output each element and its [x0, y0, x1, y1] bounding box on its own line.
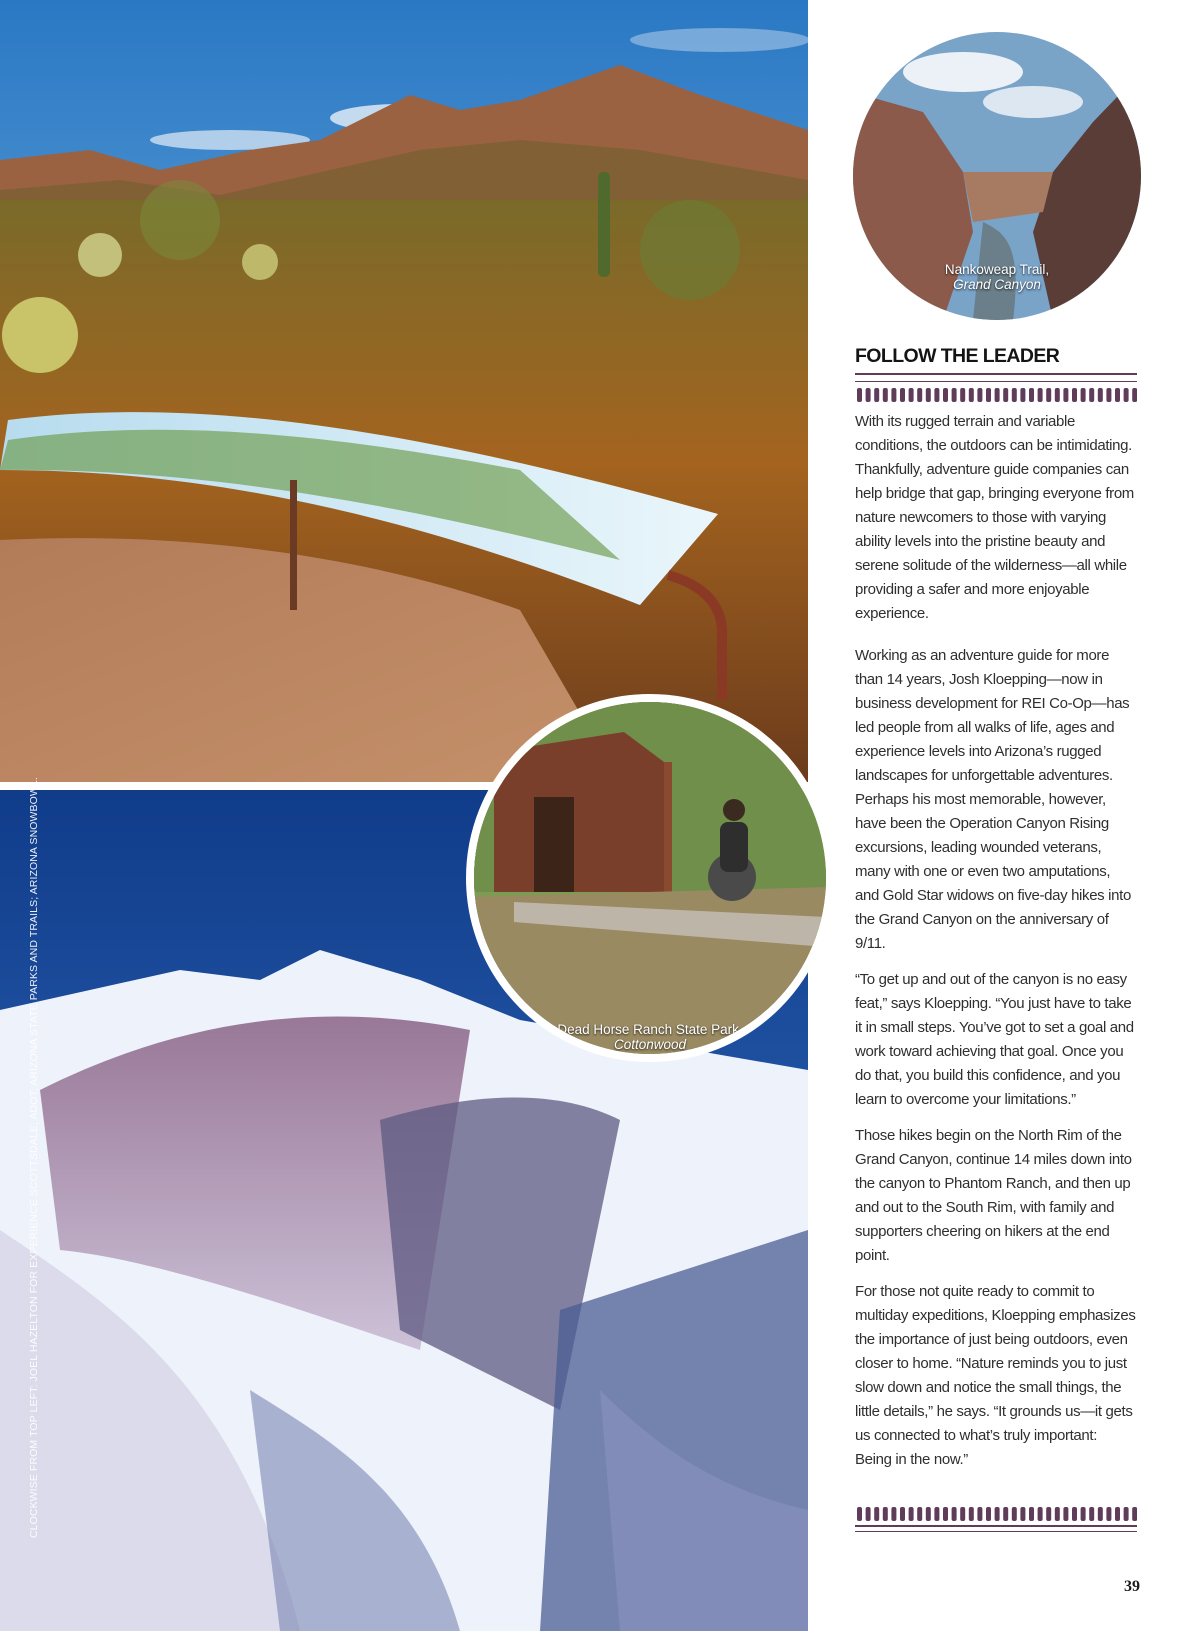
- canyon-caption-place: Nankoweap Trail,: [944, 262, 1050, 277]
- canyon-caption-city: Grand Canyon: [953, 277, 1041, 292]
- article-column: [855, 345, 1137, 1484]
- dead-horse-ranch-photo: [466, 694, 834, 1062]
- ranch-caption-place: Dead Horse Ranch State Park,: [557, 1022, 743, 1037]
- canyon-caption: [853, 262, 1141, 292]
- paragraph-2: Working as an adventure guide for more than 14 years, Josh Kloepping—now in business development for REI Co-Op—has led people from all walks of life, ages and experience levels into Arizona’s rugged landscapes for unforgettable adventures. Perhaps his most memorable, however, have been the Operation Canyon Rising excursions, leading wounded veterans, many with one or even two amputations, and Gold Star widows on five-day hikes into the Grand Canyon on the anniversary of 9/11.: [855, 647, 1131, 952]
- grand-canyon-photo: [853, 32, 1141, 320]
- paragraph-1: With its rugged terrain and variable conditions, the outdoors can be intimidating. Thankfully, adventure guide companies can help bridge that gap, bringing everyone from nature newcomers to those with varying ability levels into the pristine beauty and serene solitude of the wilderness—all while providing a safer and more enjoyable experience.: [855, 413, 1134, 622]
- desert-trail-photo: [0, 0, 808, 782]
- photo-credit: CLOCKWISE FROM TOP LEFT: JOEL HAZELTON FOR EXPERIENCE SCOTTSDALE; ADOT; ARIZONA STATE PARKS AND TRAILS; ARIZONA SNOWBOWL.: [28, 777, 40, 1538]
- ranch-caption: [474, 1022, 826, 1052]
- section-heading: FOLLOW THE LEADER: [855, 345, 1060, 367]
- paragraph-4: Those hikes begin on the North Rim of the Grand Canyon, continue 14 miles down into the canyon to Phantom Ranch, and then up and out to the South Rim, with family and supporters cheering on hikers at the end point.: [855, 1127, 1132, 1264]
- closing-ornament: [855, 1505, 1137, 1532]
- closing-rule: [855, 1525, 1137, 1532]
- decorative-stroke-band: [855, 386, 1137, 404]
- heading-rule: [855, 373, 1137, 382]
- paragraph-5: For those not quite ready to commit to multiday expeditions, Kloepping emphasizes the importance of just being outdoors, even closer to home. “Nature reminds you to just slow down and notice the small things, the little details,” he says. “It grounds us—it gets us connected to what’s truly important: Being in the now.”: [855, 1283, 1136, 1468]
- page-number: 39: [1124, 1578, 1140, 1595]
- paragraph-3: “To get up and out of the canyon is no easy feat,” says Kloepping. “You just have to take it in small steps. You’ve got to set a goal and work toward achieving that goal. Once you do that, you build this confidence, and you learn to overcome your limitations.”: [855, 971, 1134, 1108]
- decorative-stroke-band-bottom: [855, 1505, 1137, 1523]
- ranch-caption-city: Cottonwood: [613, 1037, 687, 1052]
